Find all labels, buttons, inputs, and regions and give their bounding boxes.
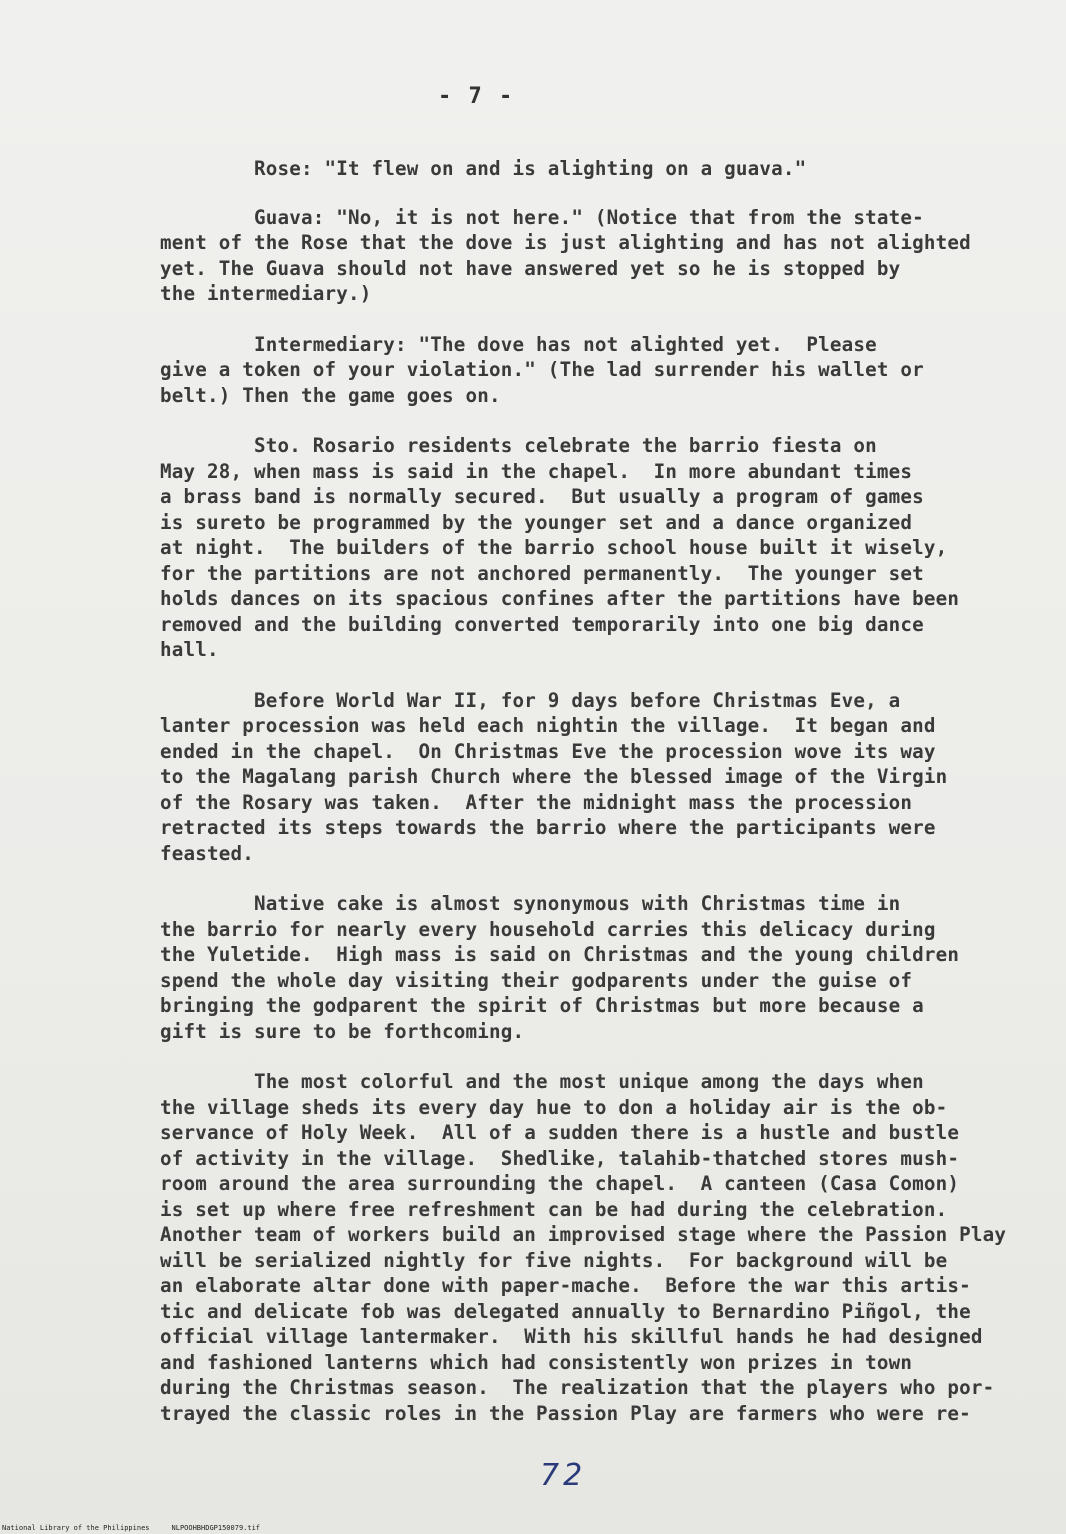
- paragraph-rose-dialogue: Rose: "It flew on and is alighting on a guava.": [160, 157, 807, 180]
- paragraph-lantern-procession: Before World War II, for 9 days before Christmas Eve, a lanter procession was held each nightin the village. It began and ended in the chapel. On Christmas Eve the procession wove its way to the Magalang parish Church where the blessed image of the Virgin of the Rosary was taken. After the midnight mass the procession retracted its steps towards the barrio where the participants were feasted.: [160, 688, 948, 865]
- paragraph-christmas-cake: Native cake is almost synonymous with Christmas time in the barrio for nearly every household carries this delicacy during the Yuletide. High mass is said on Christmas and the young children spend the whole day visiting their godparents under the guise of bringing the godparent the spirit of Christmas but more because a gift is sure to be forthcoming.: [160, 892, 960, 1043]
- page-number: - 7 -: [438, 84, 515, 109]
- paragraph-guava-dialogue: Guava: "No, it is not here." (Notice that from the state- ment of the Rose that the dove is just alighting and has not alighted yet. The Guava should not have answered yet so he is stopped by the intermediary.): [160, 205, 971, 305]
- paragraph-barrio-fiesta: Sto. Rosario residents celebrate the barrio fiesta on May 28, when mass is said in the chapel. In more abundant times a brass band is normally secured. But usually a program of games is sureto be programmed by the younger set and a dance organized at night. The builders of the barrio school house built it wisely, for the partitions are not anchored permanently. The younger set holds dances on its spacious confines after the partitions have been removed and the building converted temporarily into one big dance hall.: [160, 434, 960, 661]
- scan-filename: NLPOOHBHDGP150079.tif: [171, 1524, 261, 1532]
- paragraph-holy-week: The most colorful and the most unique among the days when the village sheds its every day hue to don a holiday air is the ob- servance of Holy Week. All of a sudden there is a hustle and bustle of activity in the village. Shedlike, talahib-thatched stores mush- room around the area surrounding the chapel. A canteen (Casa Comon) is set up where free refreshment can be had during the celebration. Another team of workers build an improvised stage where the Passion Play will be serialized nightly for five nights. For background will be an elaborate altar done with paper-mache. Before the war this artis- tic and delicate fob was delegated annually to Bernardino Piñgol, the official village lantermaker. With his skillful hands he had designed and fashioned lanterns which had consistently won prizes in town during the Christmas season. The realization that the players who por- trayed the classic roles in the Passion Play are farmers who were re-: [160, 1070, 1007, 1425]
- paragraph-intermediary-dialogue: Intermediary: "The dove has not alighted yet. Please give a token of your violation." (The lad surrender his wallet or belt.) Then the game goes on.: [160, 332, 924, 407]
- library-name: National Library of the Philippines: [2, 1524, 150, 1532]
- handwritten-folio-number: 72: [540, 1458, 587, 1493]
- scan-footer: [2, 1524, 260, 1532]
- body-text: [160, 156, 1045, 1451]
